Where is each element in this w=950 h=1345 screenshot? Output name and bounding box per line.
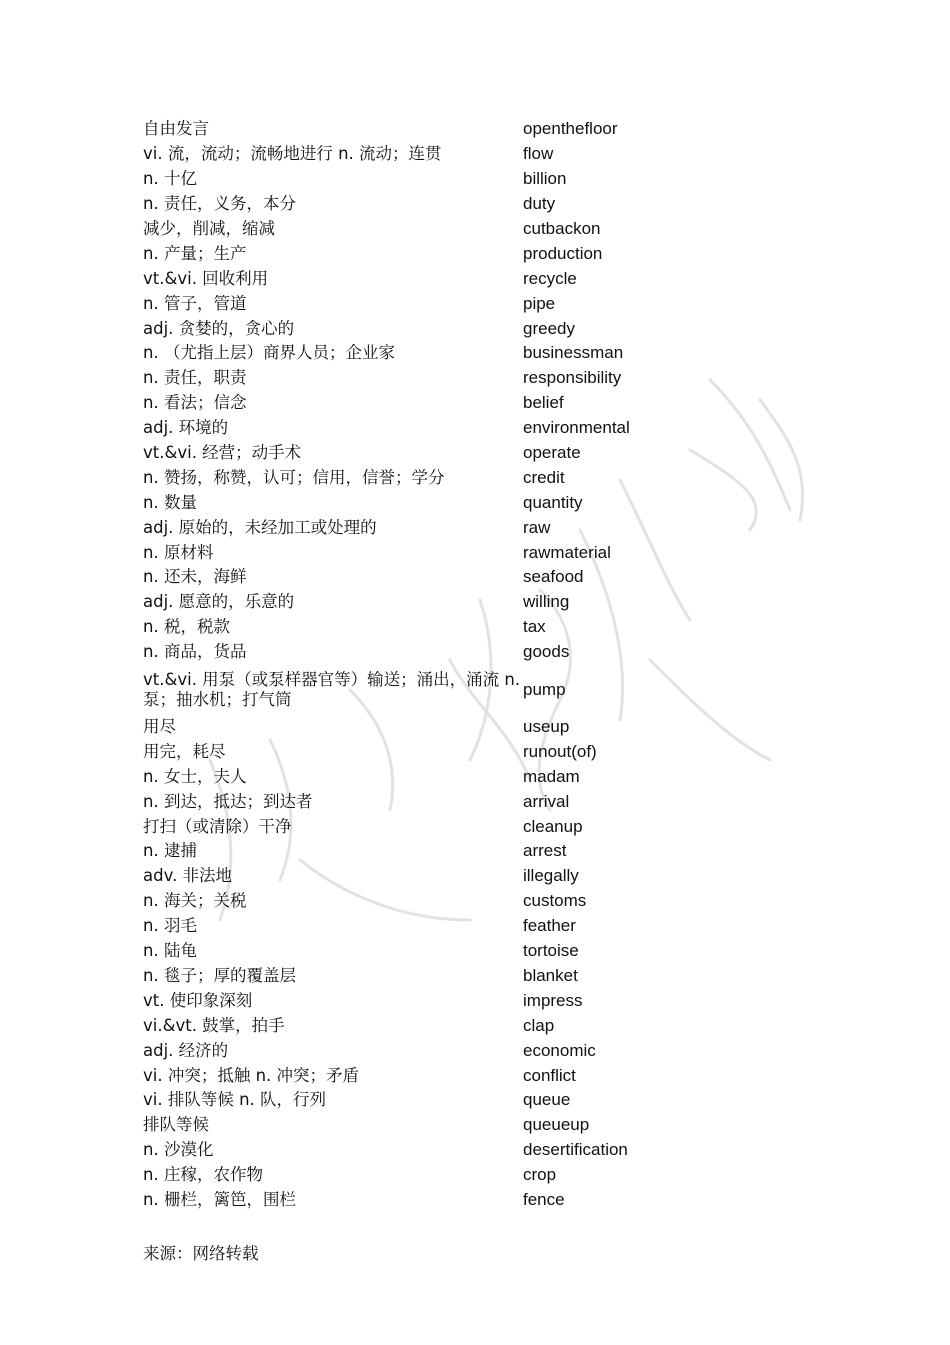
english-term: willing [523,592,570,612]
english-term: useup [523,717,570,737]
chinese-definition: vt. 使印象深刻 [143,990,253,1010]
english-term: goods [523,642,570,662]
source-note: 来源：网络转载 [143,1244,259,1263]
chinese-definition: n. 羽毛 [143,916,197,936]
english-term: arrival [523,791,570,811]
chinese-definition: n. 还未，海鲜 [143,567,247,587]
vocab-row [143,441,703,466]
vocab-row [143,739,703,764]
english-term: belief [523,393,564,413]
vocab-row [143,565,703,590]
vocab-row [143,1088,703,1113]
vocab-row [143,864,703,889]
english-term: seafood [523,567,584,587]
chinese-definition: n. 赞扬，称赞，认可；信用，信誉；学分 [143,467,445,487]
english-term: tortoise [523,941,579,961]
chinese-definition: n. 税，税款 [143,617,230,637]
vocab-row [143,291,703,316]
vocab-row [143,465,703,490]
vocab-row [143,715,703,740]
english-term: duty [523,194,556,214]
chinese-definition: vi. 流，流动；流畅地进行 n. 流动；连贯 [143,144,442,164]
chinese-definition: n. 陆龟 [143,941,197,961]
chinese-definition: n. 商品，货品 [143,642,247,662]
vocab-row [143,988,703,1013]
english-term: queueup [523,1115,590,1135]
english-term: quantity [523,492,583,512]
english-term: fence [523,1189,565,1209]
vocab-row [143,1163,703,1188]
vocab-row [143,1063,703,1088]
english-term: pipe [523,293,556,313]
english-term: tax [523,617,546,637]
vocab-row [143,1138,703,1163]
vocab-row [143,939,703,964]
vocab-row [143,764,703,789]
vocab-row [143,789,703,814]
vocab-row [143,241,703,266]
vocab-row [143,1038,703,1063]
chinese-definition: 用尽 [143,717,176,737]
vocab-row [143,117,703,142]
vocab-row [143,192,703,217]
vocab-row [143,167,703,192]
chinese-definition: n. 庄稼，农作物 [143,1165,263,1185]
english-term: flow [523,144,554,164]
english-term: feather [523,916,576,936]
vocab-row [143,814,703,839]
chinese-definition: 减少，削减，缩减 [143,219,275,238]
english-term: madam [523,766,580,786]
vocab-row [143,914,703,939]
chinese-definition: n. 责任，义务，本分 [143,194,296,214]
english-term: runout(of) [523,741,597,761]
english-term: desertification [523,1140,628,1160]
english-term: operate [523,443,581,463]
vocab-row [143,316,703,341]
english-term: greedy [523,318,575,338]
chinese-definition: n. 女士，夫人 [143,766,247,786]
english-term: raw [523,517,551,537]
english-term: credit [523,467,565,487]
english-term: responsibility [523,368,622,388]
english-term: crop [523,1165,557,1185]
vocab-row [143,217,703,242]
chinese-definition: n. 看法；信念 [143,393,247,413]
english-term: recycle [523,268,577,288]
chinese-definition: vi.&vt. 鼓掌，拍手 [143,1015,285,1035]
english-term: cutbackon [523,219,601,238]
vocab-row [143,515,703,540]
chinese-definition: n. 责任，职责 [143,368,247,388]
english-term: cleanup [523,816,583,836]
chinese-definition: vt.&vi. 回收利用 [143,268,269,288]
chinese-definition: n. 原材料 [143,542,214,562]
vocab-row [143,142,703,167]
vocab-row [143,640,703,665]
chinese-definition: n. 产量；生产 [143,243,247,263]
chinese-definition: adv. 非法地 [143,866,233,886]
vocab-row [143,615,703,640]
english-term: illegally [523,866,579,886]
chinese-definition: n. 海关；关税 [143,891,247,911]
vocab-row [143,665,703,715]
chinese-definition: adj. 经济的 [143,1040,229,1060]
vocab-row [143,341,703,366]
chinese-definition: adj. 贪婪的，贪心的 [143,318,295,338]
vocab-row [143,1188,703,1213]
english-term: conflict [523,1065,576,1085]
english-term: businessman [523,343,624,363]
chinese-definition: vt.&vi. 经营；动手术 [143,443,302,463]
english-term: rawmaterial [523,542,611,562]
chinese-definition: vt.&vi. 用泵（或泵样器官等）输送；涌出，涌流 n. 泵；抽水机；打气筒 [143,669,521,709]
chinese-definition: vi. 排队等候 n. 队，行列 [143,1090,327,1110]
english-term: blanket [523,965,578,985]
chinese-definition: n. 栅栏，篱笆，围栏 [143,1189,296,1209]
chinese-definition: n. （尤指上层）商界人员；企业家 [143,343,395,363]
chinese-definition: n. 数量 [143,492,197,512]
chinese-definition: 自由发言 [143,119,209,139]
english-term: openthefloor [523,119,618,139]
english-term: production [523,243,603,263]
english-term: queue [523,1090,571,1110]
vocabulary-list [143,117,703,1212]
english-term: customs [523,891,587,911]
chinese-definition: n. 管子，管道 [143,293,247,313]
vocab-row [143,839,703,864]
english-term: clap [523,1015,555,1035]
english-term: arrest [523,841,567,861]
chinese-definition: n. 逮捕 [143,841,197,861]
chinese-definition: adj. 愿意的，乐意的 [143,592,295,612]
chinese-definition: n. 沙漠化 [143,1140,214,1160]
vocab-row [143,1013,703,1038]
vocab-row [143,889,703,914]
chinese-definition: adj. 原始的，未经加工或处理的 [143,517,377,537]
english-term: pump [523,679,566,699]
chinese-definition: n. 十亿 [143,169,197,189]
vocab-row [143,391,703,416]
chinese-definition: 排队等候 [143,1115,209,1135]
vocab-row [143,266,703,291]
vocab-row [143,590,703,615]
vocab-row [143,1113,703,1138]
vocab-row [143,540,703,565]
english-term: economic [523,1040,596,1060]
english-term: environmental [523,418,630,438]
chinese-definition: 用完，耗尽 [143,741,226,761]
english-term: billion [523,169,567,189]
vocab-row [143,964,703,989]
vocab-row [143,490,703,515]
chinese-definition: adj. 环境的 [143,418,229,438]
vocab-row [143,366,703,391]
vocab-row [143,416,703,441]
chinese-definition: n. 到达，抵达；到达者 [143,791,313,811]
chinese-definition: n. 毯子；厚的覆盖层 [143,965,296,985]
chinese-definition: vi. 冲突；抵触 n. 冲突；矛盾 [143,1065,360,1085]
english-term: impress [523,990,583,1010]
chinese-definition: 打扫（或清除）干净 [143,816,292,836]
